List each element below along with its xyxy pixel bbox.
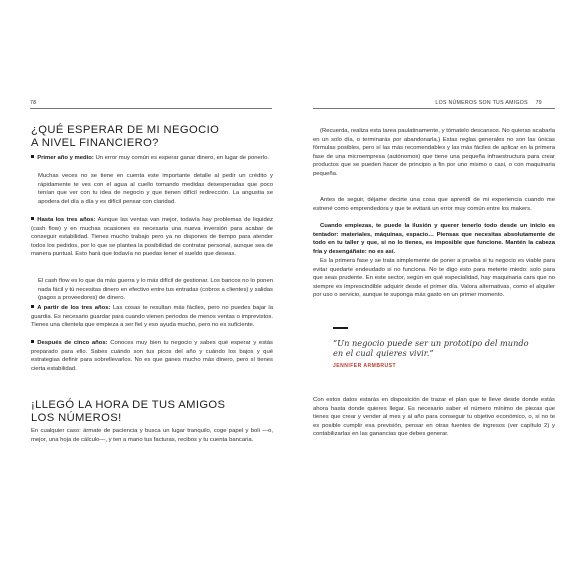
paragraph-cash-flow: El cash flow es lo que da más guerra y lo más difícil de gestionar. Los bancos no lo ponen nada fácil y tú necesitas dinero en efectivo entre tus entradas (cobros a clientes) y salidas (pagos a proveedores) de dinero. — [38, 278, 273, 302]
pull-quote — [333, 338, 533, 358]
paragraph-after-three-years — [31, 304, 273, 330]
section-heading-numbers — [31, 399, 225, 424]
quote-author: JENNIFER ARMBRUST — [333, 363, 397, 369]
heading-line-1: ¡LLEGÓ LA HORA DE TUS AMIGOS — [31, 399, 226, 411]
section-heading-finances — [31, 124, 219, 149]
bullet-lead: Después de cinco años: — [37, 340, 108, 346]
bullet-text: Conoces muy bien tu negocio y sabes qué esperar y estás preparado para ello. Sabes cuándo son tus picos del año y cuándo los bajos y qué estrategias definir para sobrellevarlos. No es que ganes mucho más dinero, pero sí tienes cierta estabilidad. — [31, 340, 274, 372]
heading-line-2: LOS NÚMEROS! — [31, 411, 122, 424]
page-number-left: 78 — [30, 100, 37, 106]
header-rule-left — [30, 108, 272, 109]
paragraph-recuerda: (Recuerda, realiza esta tarea paulatinamente, y tómatelo descansos. No quieras acabarla en un solo día, o terminarás por abandonarla.) Estas reglas generales no son las únicas fórmulas posibles, pero sí las más recomendables y las más fáciles de aplicar en la primera fase de una microempresa (autónomos) que tiene una pequeña infraestructura para crear productos que se pueden hacer de principio a fin por uno mismo o casi, o con maquinaria pequeña. — [313, 128, 555, 177]
bullet-square-icon — [31, 305, 34, 308]
paragraph-cuando-empiezas: Cuando empiezas, te puede la ilusión y querer tenerlo todo desde un inicio es tentador: materiales, máquinas, espacio… Piensas que necesitas absolutamente de todo en tu taller y que, si no lo tienes, es imposible que funcione. Mantén la cabeza fría y desengáñate: no es así. — [313, 223, 555, 255]
heading-line-2: A NIVEL FINANCIERO? — [31, 136, 159, 149]
bullet-lead: Primer año y medio: — [37, 155, 94, 161]
paragraph-primera-fase: Es la primera fase y se trata simplemente de poner a prueba si tu negocio es viable para evitar quedarte endeudado si no funciona. No te digo esto para meterte miedo: solo para que seas prudente. En este sector, según en qué especialidad, hay maquinaria cara que no siempre es imprescindible adquirir desde el primer día. Valora alternativas, como el alquiler por uso o servicio, aunque te suponga más gasto en un primer momento. — [313, 258, 555, 299]
bullet-lead: Hasta los tres años: — [37, 217, 96, 223]
page-number-right: 79 — [535, 100, 542, 106]
header-rule-right — [313, 108, 555, 109]
bullet-square-icon — [31, 340, 34, 343]
bullet-text: Un error muy común es esperar ganar dinero, en lugar de ponerlo. — [93, 155, 270, 161]
bullet-lead: A partir de los tres años: — [37, 305, 111, 311]
bullet-text: Aunque las ventas van mejor, todavía hay problemas de liquidez (cash flow) y en muchas ocasiones es necesaria una nueva inversión para acabar de conseguir estabilidad. Tienes mucho trabajo pero ya no dispones de tiempo para atender todos los pedidos, por lo que se plantea la posibilidad de contratar personal, aunque sea de manera puntual. Esto hará que todavía no puedas tener el sueldo que deseas. — [31, 217, 273, 258]
quote-line-2: en el cual quieres vivir.” — [333, 348, 434, 359]
paragraph-first-year — [31, 154, 273, 163]
bullet-square-icon — [31, 217, 34, 220]
running-head-title: LOS NÚMEROS SON TUS AMIGOS — [435, 100, 528, 106]
heading-line-1: ¿QUÉ ESPERAR DE MI NEGOCIO — [31, 124, 220, 136]
paragraph-any-case: En cualquier caso: ármate de paciencia y busca un lugar tranquilo, coge papel y boli —o, mejor, una hoja de cálculo—, y ten a mano tus facturas, recibos y tu cuenta bancaria. — [31, 428, 273, 443]
bullet-text: Las cosas te resultan más fáciles, pero no puedes bajar la guardia. Es necesario guardar para cuando vienen periodos de menos ventas o imprevistos. Tienes una clientela que empieza a ser fiel y eso ayuda mucho, pero no es suficiente. — [31, 305, 273, 329]
running-head — [435, 100, 542, 106]
paragraph-five-years — [31, 339, 273, 373]
bullet-square-icon — [31, 155, 34, 158]
paragraph-antes-de-seguir: Antes de seguir, déjame decirte una cosa que aprendí de mi experiencia cuando me estrené como emprendedora y que te evitará un error muy común entre los makers. — [313, 197, 555, 212]
quote-line-1: “Un negocio puede ser un prototipo del mundo — [333, 338, 529, 348]
paragraph-three-years — [31, 216, 273, 259]
quote-bar — [333, 327, 348, 329]
paragraph-credit: Muchas veces no se tiene en cuenta este importante detalle al pedir un crédito y rápidamente te ves con el agua al cuello tomando medidas desesperadas que poco tenían que ver con tu idea de negocio y que tienen difícil redirección. La angustia se apodera del día a día y es difícil pensar con claridad. — [38, 173, 273, 205]
paragraph-con-estos-datos: Con estos datos estarás en disposición de trazar el plan que te lleve desde donde estás ahora hasta donde quieres llegar. Es necesario saber el número mínimo de piezas que tienes que crear y vender al mes y al año para conseguir tu objetivo económico, o, si no te es posible cumplir esa previsión, pensar en otras fuentes de ingresos (ver capítulo 2) y contabilizarlas en las ganancias que debes generar. — [313, 397, 555, 438]
